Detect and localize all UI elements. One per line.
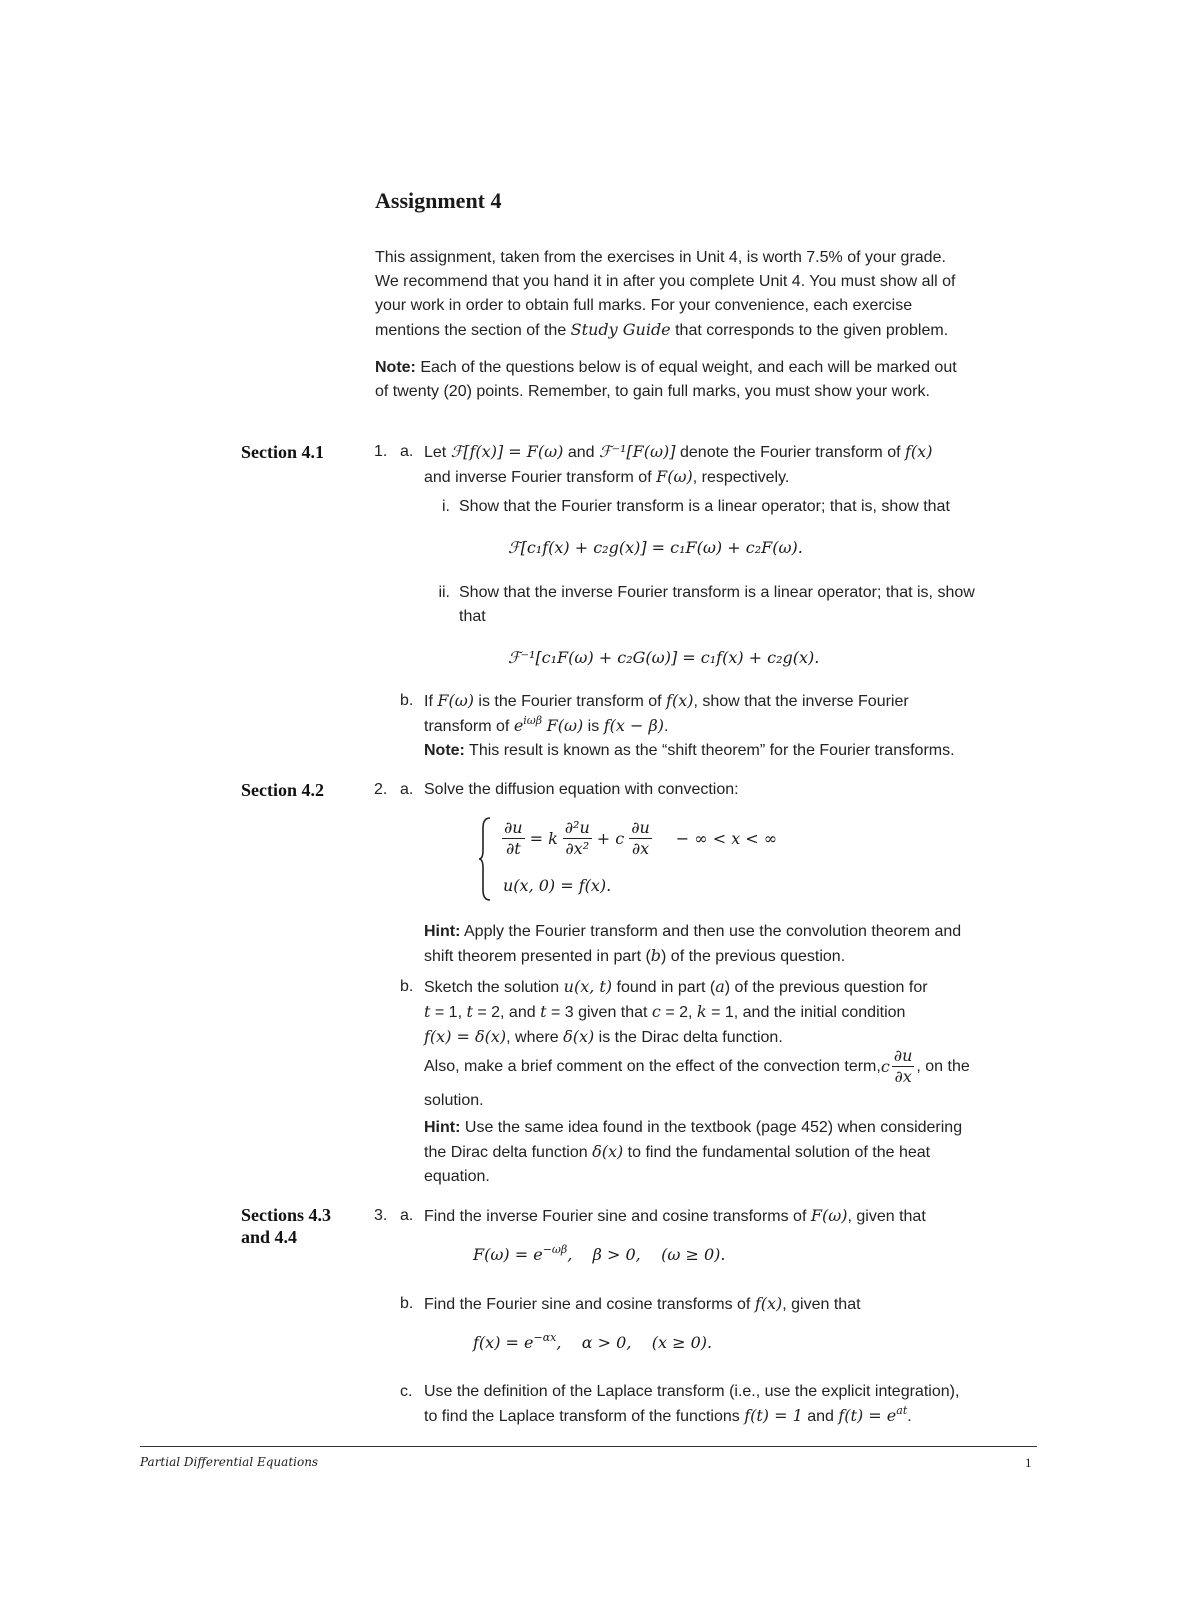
intro-line: your work in order to obtain full marks. For your convenience, each exercise (375, 297, 913, 314)
exponent: −ωβ (542, 1243, 568, 1256)
math-inline: f(x) (754, 1294, 783, 1313)
math-inline: f(x) = e (473, 1333, 534, 1352)
question-number: 2. (374, 781, 388, 798)
math-inline: , α > 0, (x ≥ 0). (556, 1333, 713, 1352)
text: transform of (424, 718, 514, 735)
fraction (502, 818, 525, 859)
exponent: at (896, 1404, 908, 1417)
math-inline: t (540, 1002, 547, 1021)
math-inline: δ(x) (592, 1142, 624, 1161)
text: ) of the previous question. (661, 948, 846, 965)
text: . (907, 1408, 912, 1425)
math-inline: u(x, t) (563, 977, 613, 996)
q3-part-c-text (424, 1380, 959, 1429)
equation (473, 1245, 725, 1264)
text: , show that the inverse Fourier (693, 693, 909, 710)
fraction (629, 818, 652, 859)
hint-label: Hint: (424, 1119, 461, 1136)
note-paragraph (375, 356, 957, 404)
section-label-4-2: Section 4.2 (241, 780, 324, 800)
part-label: a. (400, 781, 414, 798)
math-inline: F(ω) (437, 691, 474, 710)
math-inline: k (696, 1002, 707, 1021)
text: , given that (847, 1208, 926, 1225)
text: Show that the inverse Fourier transform is a linear operator; that is, show (459, 584, 975, 601)
math-inline: t (466, 1002, 473, 1021)
q2-part-b-text (424, 975, 928, 1050)
text: = 2, and (472, 1004, 541, 1021)
text: , on the (916, 1057, 970, 1075)
text: is (583, 718, 604, 735)
exponent: −αx (533, 1331, 557, 1344)
math-inline: + c (596, 829, 625, 848)
intro-paragraph (375, 246, 955, 343)
math-inline: f(x − β) (603, 716, 664, 735)
text: to find the fundamental solution of the heat (623, 1144, 931, 1161)
text: = 2, (660, 1004, 697, 1021)
left-brace-icon (478, 816, 492, 902)
intro-line: This assignment, taken from the exercises in Unit 4, is worth 7.5% of your grade. (375, 249, 946, 266)
text: . (663, 718, 669, 735)
denominator: ∂t (505, 839, 521, 858)
math-inline: c (651, 1002, 661, 1021)
text: and (563, 444, 599, 461)
math-inline: = k (529, 829, 558, 848)
part-label: a. (400, 1207, 414, 1224)
text: Find the inverse Fourier sine and cosine transforms of (424, 1208, 811, 1225)
fraction (892, 1046, 915, 1087)
denominator: ∂x (631, 839, 650, 858)
text: = 3 given that (546, 1004, 652, 1021)
denominator: ∂x² (565, 839, 590, 858)
text: is the Dirac delta function. (594, 1029, 783, 1046)
text: denote the Fourier transform of (675, 444, 905, 461)
math-inline: f(t) = e (838, 1406, 897, 1425)
part-label: b. (400, 1295, 414, 1312)
text: Apply the Fourier transform and then use the convolution theorem and (460, 923, 962, 940)
text: is the Fourier transform of (473, 693, 667, 710)
text: , given that (782, 1296, 861, 1313)
math-inline: F(ω) (546, 716, 584, 735)
note-label: Note: (424, 742, 465, 759)
math-inline: f(x) (905, 442, 933, 461)
text: found in part ( (612, 979, 716, 996)
text: Use the same idea found in the textbook (page 452) when considering (460, 1119, 963, 1136)
subpart-label: ii. (438, 584, 450, 601)
section-label-4-1: Section 4.1 (241, 442, 324, 462)
text: shift theorem presented in part ( (424, 948, 651, 965)
equation (473, 1333, 712, 1352)
intro-text: that corresponds to the given problem. (670, 322, 949, 339)
math-inline: t (424, 1002, 431, 1021)
text: If (424, 693, 438, 710)
page-title: Assignment 4 (375, 188, 502, 213)
q2-also-line2: solution. (424, 1092, 484, 1109)
q2-hint (424, 920, 961, 969)
text: Sketch the solution (424, 979, 564, 996)
math-inline: F(ω) = e (473, 1245, 543, 1264)
q2-part-a-text: Solve the diffusion equation with convection: (424, 781, 739, 798)
q1-part-a-text (424, 440, 932, 490)
text: This result is known as the “shift theorem” for the Fourier transforms. (464, 742, 955, 759)
numerator: ∂²u (564, 818, 590, 837)
text: ) of the previous question for (724, 979, 928, 996)
text: Find the Fourier sine and cosine transforms of (424, 1296, 755, 1313)
q3-part-b-text (424, 1292, 861, 1317)
math-inline: ℱ[f(x)] = F(ω) (450, 442, 564, 461)
note-text: of twenty (20) points. Remember, to gain full marks, you must show your work. (375, 383, 930, 400)
study-guide-title: Study Guide (570, 320, 671, 339)
math-inline: e (513, 716, 524, 735)
math-inline: ℱ⁻¹[F(ω)] (598, 442, 676, 461)
q3-part-a-text (424, 1204, 926, 1229)
text: to find the Laplace transform of the functions (424, 1408, 745, 1425)
note-label: Note: (375, 359, 416, 376)
numerator: ∂u (893, 1046, 913, 1065)
equation: ℱ⁻¹[c₁F(ω) + c₂G(ω)] = c₁f(x) + c₂g(x). (508, 648, 820, 667)
section-label-line: Sections 4.3 (241, 1205, 331, 1225)
question-number: 3. (374, 1207, 388, 1224)
math-inline: F(ω) (810, 1206, 848, 1225)
math-inline: f(x) = δ(x) (424, 1027, 507, 1046)
math-inline: , β > 0, (ω ≥ 0). (567, 1245, 726, 1264)
text: , respectively. (692, 469, 790, 486)
part-label: c. (400, 1383, 413, 1400)
math-inline: δ(x) (563, 1027, 595, 1046)
q1-ii-text (459, 581, 975, 629)
domain-range: − ∞ < x < ∞ (675, 829, 778, 848)
intro-line (375, 318, 955, 343)
section-label-line: and 4.4 (241, 1227, 298, 1247)
equation: ℱ[c₁f(x) + c₂g(x)] = c₁F(ω) + c₂F(ω). (508, 538, 803, 557)
page-number: 1 (1025, 1455, 1032, 1470)
note-text: Each of the questions below is of equal weight, and each will be marked out (415, 359, 957, 376)
text: , where (506, 1029, 564, 1046)
text: that (459, 608, 486, 625)
text: and (802, 1408, 839, 1425)
math-inline: a (715, 977, 725, 996)
math-inline: c (880, 1056, 890, 1076)
part-label: b. (400, 692, 414, 709)
initial-condition: u(x, 0) = f(x). (503, 876, 612, 895)
math-inline: F(ω) (656, 467, 693, 486)
text: the Dirac delta function (424, 1144, 593, 1161)
text: and inverse Fourier transform of (424, 469, 657, 486)
math-inline: b (650, 946, 662, 965)
part-label: b. (400, 978, 414, 995)
exponent: iωβ (523, 714, 543, 727)
footer-course-title: Partial Differential Equations (140, 1455, 319, 1469)
numerator: ∂u (504, 818, 523, 837)
fraction (563, 818, 592, 859)
text: Also, make a brief comment on the effect of the convection term, (424, 1057, 881, 1075)
text: Let (424, 444, 451, 461)
footer-divider (140, 1446, 1037, 1447)
part-label: a. (400, 443, 414, 460)
denominator: ∂x (894, 1067, 912, 1086)
section-label-4-3-4-4 (241, 1204, 331, 1248)
text: = 1, and the initial condition (706, 1004, 906, 1021)
math-inline: f(x) (666, 691, 694, 710)
intro-text: mentions the section of the (375, 322, 571, 339)
text: = 1, (430, 1004, 467, 1021)
text: Use the definition of the Laplace transform (i.e., use the explicit integration), (424, 1383, 960, 1400)
numerator: ∂u (631, 818, 650, 837)
q2-hint2 (424, 1116, 962, 1189)
q1-part-b-text (424, 689, 955, 763)
hint-label: Hint: (424, 923, 461, 940)
intro-line: We recommend that you hand it in after you complete Unit 4. You must show all of (375, 273, 956, 290)
text: equation. (424, 1168, 490, 1185)
q2-also-line (424, 1046, 970, 1087)
question-number: 1. (374, 443, 388, 460)
q1-i-text: Show that the Fourier transform is a linear operator; that is, show that (459, 498, 950, 515)
math-inline: f(t) = 1 (744, 1406, 803, 1425)
subpart-label: i. (442, 498, 450, 515)
pde-equation (500, 818, 777, 859)
